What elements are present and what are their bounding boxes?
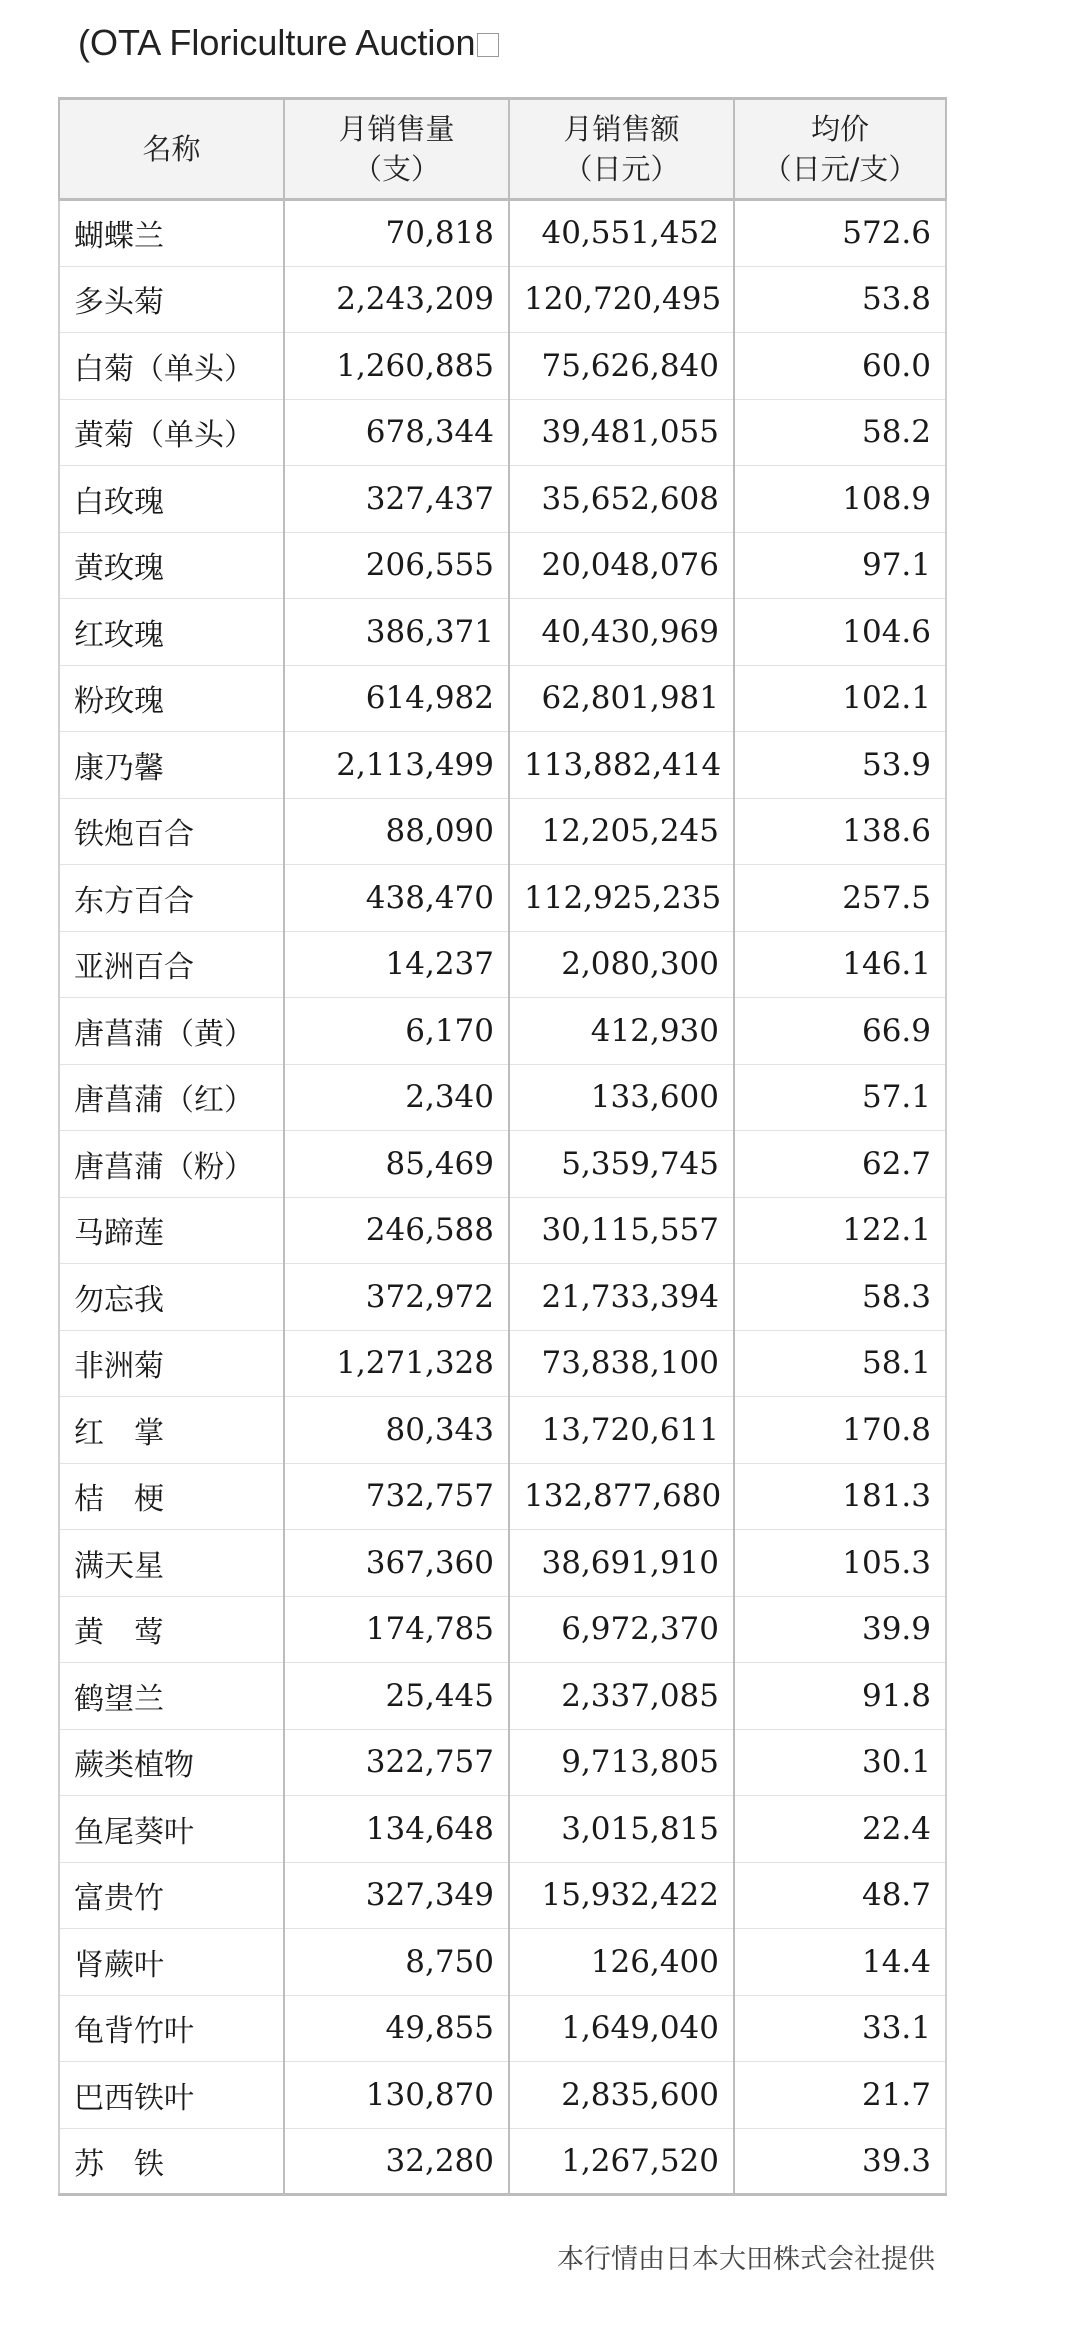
cell-quantity: 206,555	[284, 532, 509, 599]
cell-name: 满天星	[59, 1530, 284, 1597]
table-row	[59, 1596, 946, 1663]
table-row	[59, 1995, 946, 2062]
cell-avg-price: 22.4	[734, 1796, 946, 1863]
cell-quantity: 49,855	[284, 1995, 509, 2062]
cell-sales: 120,720,495	[509, 266, 734, 333]
cell-quantity: 32,280	[284, 2128, 509, 2195]
cell-quantity: 438,470	[284, 865, 509, 932]
cell-sales: 13,720,611	[509, 1397, 734, 1464]
cell-avg-price: 21.7	[734, 2062, 946, 2129]
cell-sales: 9,713,805	[509, 1729, 734, 1796]
cell-sales: 1,267,520	[509, 2128, 734, 2195]
cell-name: 黄 莺	[59, 1596, 284, 1663]
cell-quantity: 1,271,328	[284, 1330, 509, 1397]
table-row	[59, 599, 946, 666]
cell-quantity: 80,343	[284, 1397, 509, 1464]
cell-avg-price: 66.9	[734, 998, 946, 1065]
table-row	[59, 466, 946, 533]
cell-name: 桔 梗	[59, 1463, 284, 1530]
table-row	[59, 1131, 946, 1198]
cell-avg-price: 102.1	[734, 665, 946, 732]
table-row	[59, 865, 946, 932]
page-title-text: (OTA Floriculture Auction	[78, 22, 476, 63]
cell-avg-price: 91.8	[734, 1663, 946, 1730]
cell-name: 马蹄莲	[59, 1197, 284, 1264]
cell-quantity: 2,113,499	[284, 732, 509, 799]
cell-sales: 40,551,452	[509, 200, 734, 267]
cell-name: 勿忘我	[59, 1264, 284, 1331]
cell-name: 肾蕨叶	[59, 1929, 284, 1996]
cell-avg-price: 48.7	[734, 1862, 946, 1929]
cell-name: 康乃馨	[59, 732, 284, 799]
cell-sales: 3,015,815	[509, 1796, 734, 1863]
table-row	[59, 532, 946, 599]
page-title	[78, 22, 499, 64]
table-row	[59, 998, 946, 1065]
cell-sales: 6,972,370	[509, 1596, 734, 1663]
cell-name: 蝴蝶兰	[59, 200, 284, 267]
cell-avg-price: 58.2	[734, 399, 946, 466]
cell-sales: 15,932,422	[509, 1862, 734, 1929]
table-row	[59, 1064, 946, 1131]
cell-name: 唐菖蒲（黄）	[59, 998, 284, 1065]
cell-quantity: 174,785	[284, 1596, 509, 1663]
cell-sales: 62,801,981	[509, 665, 734, 732]
source-note: 本行情由日本大田株式会社提供	[557, 2244, 935, 2275]
cell-sales: 38,691,910	[509, 1530, 734, 1597]
missing-glyph-box	[477, 33, 499, 57]
table-row	[59, 2128, 946, 2195]
cell-avg-price: 57.1	[734, 1064, 946, 1131]
cell-quantity: 322,757	[284, 1729, 509, 1796]
cell-quantity: 678,344	[284, 399, 509, 466]
cell-name: 鹤望兰	[59, 1663, 284, 1730]
cell-quantity: 6,170	[284, 998, 509, 1065]
cell-sales: 40,430,969	[509, 599, 734, 666]
cell-name: 蕨类植物	[59, 1729, 284, 1796]
table-row	[59, 2062, 946, 2129]
cell-quantity: 2,340	[284, 1064, 509, 1131]
cell-avg-price: 170.8	[734, 1397, 946, 1464]
table-row	[59, 798, 946, 865]
cell-avg-price: 30.1	[734, 1729, 946, 1796]
cell-sales: 21,733,394	[509, 1264, 734, 1331]
cell-quantity: 25,445	[284, 1663, 509, 1730]
header-row	[59, 99, 946, 200]
cell-quantity: 327,349	[284, 1862, 509, 1929]
cell-avg-price: 105.3	[734, 1530, 946, 1597]
cell-name: 黄玫瑰	[59, 532, 284, 599]
table-row	[59, 1530, 946, 1597]
cell-avg-price: 122.1	[734, 1197, 946, 1264]
cell-avg-price: 60.0	[734, 333, 946, 400]
table-row	[59, 931, 946, 998]
cell-quantity: 732,757	[284, 1463, 509, 1530]
cell-sales: 113,882,414	[509, 732, 734, 799]
cell-name: 多头菊	[59, 266, 284, 333]
cell-avg-price: 108.9	[734, 466, 946, 533]
cell-avg-price: 181.3	[734, 1463, 946, 1530]
cell-name: 龟背竹叶	[59, 1995, 284, 2062]
header-quantity: 月销售量 （支）	[284, 99, 509, 200]
cell-quantity: 134,648	[284, 1796, 509, 1863]
cell-quantity: 367,360	[284, 1530, 509, 1597]
cell-name: 唐菖蒲（粉）	[59, 1131, 284, 1198]
header-sales: 月销售额 （日元）	[509, 99, 734, 200]
cell-sales: 5,359,745	[509, 1131, 734, 1198]
table-row	[59, 1197, 946, 1264]
cell-sales: 1,649,040	[509, 1995, 734, 2062]
cell-name: 红玫瑰	[59, 599, 284, 666]
cell-avg-price: 53.8	[734, 266, 946, 333]
cell-avg-price: 33.1	[734, 1995, 946, 2062]
table-row	[59, 665, 946, 732]
cell-sales: 133,600	[509, 1064, 734, 1131]
cell-name: 白菊（单头）	[59, 333, 284, 400]
cell-sales: 112,925,235	[509, 865, 734, 932]
cell-name: 巴西铁叶	[59, 2062, 284, 2129]
cell-name: 苏 铁	[59, 2128, 284, 2195]
cell-quantity: 85,469	[284, 1131, 509, 1198]
cell-avg-price: 14.4	[734, 1929, 946, 1996]
cell-avg-price: 138.6	[734, 798, 946, 865]
cell-avg-price: 97.1	[734, 532, 946, 599]
table-row	[59, 1862, 946, 1929]
cell-sales: 73,838,100	[509, 1330, 734, 1397]
table-row	[59, 1463, 946, 1530]
cell-name: 红 掌	[59, 1397, 284, 1464]
table-row	[59, 732, 946, 799]
cell-quantity: 386,371	[284, 599, 509, 666]
cell-avg-price: 146.1	[734, 931, 946, 998]
cell-sales: 35,652,608	[509, 466, 734, 533]
cell-sales: 30,115,557	[509, 1197, 734, 1264]
cell-name: 白玫瑰	[59, 466, 284, 533]
table-row	[59, 266, 946, 333]
cell-avg-price: 104.6	[734, 599, 946, 666]
cell-sales: 2,835,600	[509, 2062, 734, 2129]
table-row	[59, 1729, 946, 1796]
table-row	[59, 1929, 946, 1996]
cell-sales: 75,626,840	[509, 333, 734, 400]
cell-sales: 20,048,076	[509, 532, 734, 599]
cell-name: 非洲菊	[59, 1330, 284, 1397]
cell-sales: 126,400	[509, 1929, 734, 1996]
cell-avg-price: 62.7	[734, 1131, 946, 1198]
header-avg-price: 均价 （日元/支）	[734, 99, 946, 200]
cell-avg-price: 39.9	[734, 1596, 946, 1663]
table-row	[59, 1397, 946, 1464]
cell-name: 鱼尾葵叶	[59, 1796, 284, 1863]
cell-quantity: 70,818	[284, 200, 509, 267]
cell-sales: 132,877,680	[509, 1463, 734, 1530]
cell-quantity: 614,982	[284, 665, 509, 732]
cell-name: 黄菊（单头）	[59, 399, 284, 466]
table-row	[59, 1330, 946, 1397]
table-row	[59, 1663, 946, 1730]
cell-name: 富贵竹	[59, 1862, 284, 1929]
cell-avg-price: 572.6	[734, 200, 946, 267]
cell-sales: 412,930	[509, 998, 734, 1065]
cell-sales: 2,080,300	[509, 931, 734, 998]
table-row	[59, 333, 946, 400]
cell-name: 唐菖蒲（红）	[59, 1064, 284, 1131]
cell-quantity: 327,437	[284, 466, 509, 533]
cell-avg-price: 58.1	[734, 1330, 946, 1397]
cell-name: 铁炮百合	[59, 798, 284, 865]
table-body	[59, 200, 946, 2195]
table-header	[59, 99, 946, 200]
price-table	[58, 97, 947, 2196]
cell-name: 亚洲百合	[59, 931, 284, 998]
cell-avg-price: 53.9	[734, 732, 946, 799]
cell-quantity: 88,090	[284, 798, 509, 865]
cell-avg-price: 39.3	[734, 2128, 946, 2195]
cell-avg-price: 58.3	[734, 1264, 946, 1331]
cell-quantity: 246,588	[284, 1197, 509, 1264]
header-name: 名称	[59, 99, 284, 200]
cell-quantity: 130,870	[284, 2062, 509, 2129]
cell-avg-price: 257.5	[734, 865, 946, 932]
cell-quantity: 14,237	[284, 931, 509, 998]
cell-sales: 2,337,085	[509, 1663, 734, 1730]
cell-name: 东方百合	[59, 865, 284, 932]
table-row	[59, 399, 946, 466]
cell-sales: 39,481,055	[509, 399, 734, 466]
table-row	[59, 1264, 946, 1331]
cell-sales: 12,205,245	[509, 798, 734, 865]
table-row	[59, 1796, 946, 1863]
cell-quantity: 1,260,885	[284, 333, 509, 400]
table-row	[59, 200, 946, 267]
cell-name: 粉玫瑰	[59, 665, 284, 732]
cell-quantity: 2,243,209	[284, 266, 509, 333]
cell-quantity: 372,972	[284, 1264, 509, 1331]
cell-quantity: 8,750	[284, 1929, 509, 1996]
